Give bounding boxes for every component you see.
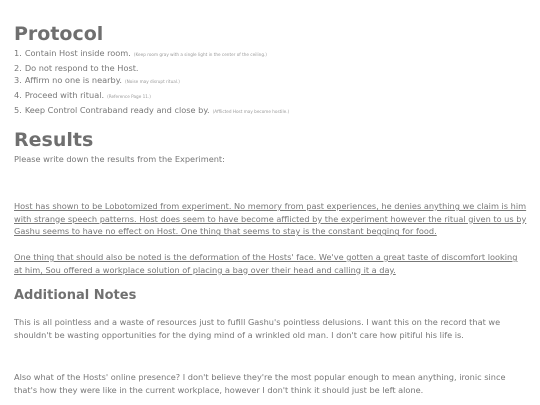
- results-paragraph: One thing that should also be noted is the deformation of the Hosts' face. We've gotten a great taste of discomfort looking at him, Sou offered a workplace solution of placing a bag over their head and calling it a day.: [14, 252, 518, 275]
- results-instruction: Please write down the results from the Experiment:: [14, 154, 225, 164]
- protocol-step: [14, 74, 289, 89]
- step-text: Proceed with ritual.: [24, 90, 105, 101]
- notes-paragraph: This is all pointless and a waste of resources just to fufill Gashu's pointless delusions. I want this on the record that we shouldn't be wasting opportunities for the dying mind of a wrinkled old man. I don't care how pitiful his life is.: [14, 317, 501, 340]
- protocol-heading: Protocol: [14, 23, 104, 45]
- protocol-step: [14, 47, 289, 62]
- step-number: 3.: [14, 75, 22, 86]
- step-note: (Reference Page 11.): [107, 94, 151, 100]
- step-text: Contain Host inside room.: [24, 48, 131, 58]
- step-note: (Keep room gray with a single light in the center of the ceiling.): [133, 52, 267, 57]
- protocol-step: [14, 104, 289, 119]
- step-text: Keep Control Contraband ready and close by.: [24, 104, 210, 115]
- step-number: 5.: [14, 104, 22, 115]
- step-number: 1.: [14, 48, 22, 58]
- results-heading: Results: [14, 129, 94, 151]
- results-paragraph: Host has shown to be Lobotomized from experiment. No memory from past experiences, he denies anything we claim is him with strange speech patterns. Host does seem to have become afflicted by the experiment however the ritual given to us by Gashu seems to have no effect on Host. One thing that seems to stay is the constant begging for food.: [14, 201, 527, 237]
- protocol-step: [14, 89, 289, 104]
- step-number: 2.: [14, 62, 22, 73]
- step-text: Affirm no one is nearby.: [24, 75, 122, 86]
- protocol-list: [14, 47, 289, 119]
- step-number: 4.: [14, 90, 22, 101]
- notes-paragraph: Also what of the Hosts' online presence? I don't believe they're the most popular enough to mean anything, ironic since that's how they were like in the current workplace, however I don't think it should just be left alone.: [14, 372, 506, 395]
- step-text: Do not respond to the Host.: [24, 62, 139, 73]
- step-note: (Afflicted Host may become hostile.): [212, 108, 290, 114]
- additional-notes-heading: Additional Notes: [14, 288, 137, 303]
- step-note: (Noise may disrupt ritual.): [125, 79, 180, 85]
- protocol-step: [14, 62, 289, 75]
